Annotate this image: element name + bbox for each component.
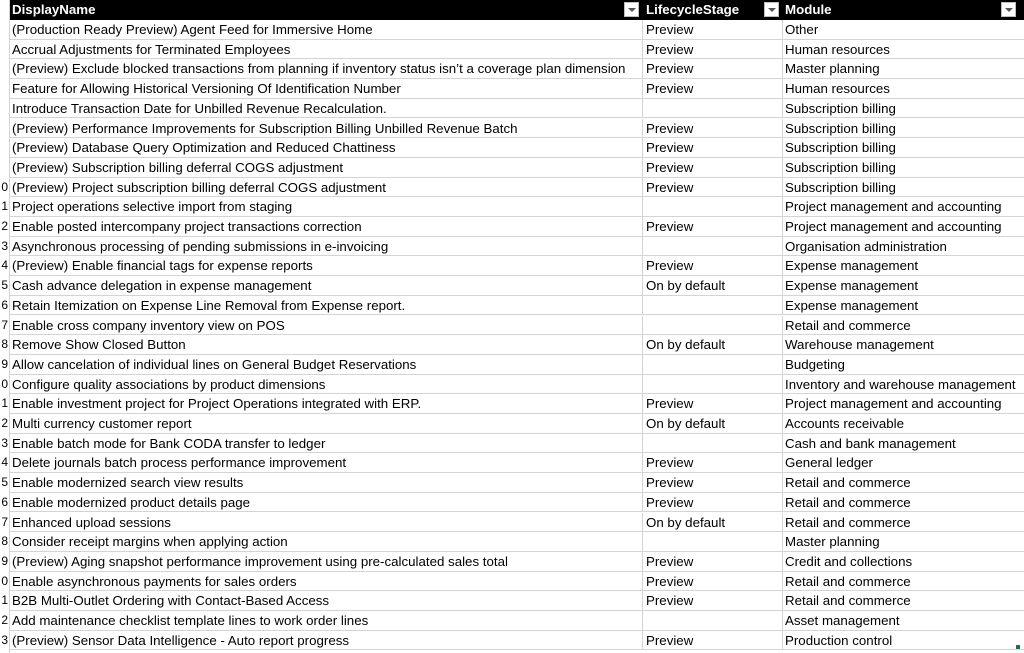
cell-displayname[interactable]: Delete journals batch process performance improvement	[10, 453, 643, 472]
cell-module[interactable]: Human resources	[783, 40, 1024, 59]
cell-displayname[interactable]: Enable batch mode for Bank CODA transfer to ledger	[10, 434, 643, 453]
cell-module[interactable]: General ledger	[783, 453, 1024, 472]
cell-module[interactable]: Master planning	[783, 532, 1024, 551]
cell-displayname[interactable]: Enable asynchronous payments for sales orders	[10, 572, 643, 591]
cell-module[interactable]: Production control	[783, 631, 1024, 650]
cell-lifecyclestage[interactable]: On by default	[643, 335, 783, 354]
cell-lifecyclestage[interactable]	[643, 611, 783, 630]
row-number[interactable]: 6	[1, 494, 8, 509]
row-number[interactable]: 3	[1, 435, 8, 450]
cell-displayname[interactable]: Consider receipt margins when applying action	[10, 532, 643, 551]
row-number[interactable]: 0	[1, 179, 8, 194]
cell-lifecyclestage[interactable]: Preview	[643, 217, 783, 236]
cell-displayname[interactable]: (Preview) Sensor Data Intelligence - Auto report progress	[10, 631, 643, 650]
cell-lifecyclestage[interactable]	[643, 375, 783, 394]
cell-module[interactable]: Expense management	[783, 256, 1024, 275]
row-number[interactable]: 1	[1, 199, 8, 214]
cell-lifecyclestage[interactable]: On by default	[643, 276, 783, 295]
cell-lifecyclestage[interactable]: Preview	[643, 79, 783, 98]
table-row[interactable]	[10, 138, 1024, 158]
cell-module[interactable]: Accounts receivable	[783, 414, 1024, 433]
table-row[interactable]	[1, 197, 1024, 217]
cell-displayname[interactable]: (Preview) Aging snapshot performance improvement using pre-calculated sales total	[10, 552, 643, 571]
cell-module[interactable]: Asset management	[783, 611, 1024, 630]
table-row[interactable]	[1, 375, 1024, 395]
header-lifecyclestage[interactable]: LifecycleStage	[646, 2, 740, 17]
row-number[interactable]: 5	[1, 278, 8, 293]
cell-lifecyclestage[interactable]	[643, 355, 783, 374]
cell-lifecyclestage[interactable]: Preview	[643, 138, 783, 157]
cell-module[interactable]: Master planning	[783, 59, 1024, 78]
table-row[interactable]	[1, 276, 1024, 296]
cell-lifecyclestage[interactable]	[643, 296, 783, 315]
cell-lifecyclestage[interactable]: Preview	[643, 591, 783, 610]
table-row[interactable]	[1, 296, 1024, 316]
cell-module[interactable]: Budgeting	[783, 355, 1024, 374]
cell-lifecyclestage[interactable]	[643, 316, 783, 335]
row-number[interactable]: 4	[1, 258, 8, 273]
cell-module[interactable]: Project management and accounting	[783, 197, 1024, 216]
cell-lifecyclestage[interactable]: Preview	[643, 453, 783, 472]
cell-displayname[interactable]: Retain Itemization on Expense Line Removal from Expense report.	[10, 296, 643, 315]
cell-displayname[interactable]: Introduce Transaction Date for Unbilled Revenue Recalculation.	[10, 99, 643, 118]
table-row[interactable]	[1, 217, 1024, 237]
table-row[interactable]	[1, 493, 1024, 513]
table-row[interactable]	[10, 158, 1024, 178]
cell-lifecyclestage[interactable]: Preview	[643, 256, 783, 275]
table-row[interactable]	[1, 256, 1024, 276]
row-number[interactable]: 6	[1, 297, 8, 312]
table-row[interactable]	[1, 532, 1024, 552]
table-row[interactable]	[1, 316, 1024, 336]
cell-displayname[interactable]: (Preview) Performance Improvements for Subscription Billing Unbilled Revenue Batch	[10, 119, 643, 138]
cell-lifecyclestage[interactable]	[643, 434, 783, 453]
filter-dropdown-icon[interactable]	[624, 2, 639, 17]
cell-lifecyclestage[interactable]	[643, 532, 783, 551]
cell-lifecyclestage[interactable]	[643, 197, 783, 216]
cell-module[interactable]: Subscription billing	[783, 178, 1024, 197]
table-row[interactable]	[1, 591, 1024, 611]
cell-displayname[interactable]: Allow cancelation of individual lines on General Budget Reservations	[10, 355, 643, 374]
cell-lifecyclestage[interactable]: Preview	[643, 119, 783, 138]
cell-lifecyclestage[interactable]: On by default	[643, 414, 783, 433]
cell-module[interactable]: Credit and collections	[783, 552, 1024, 571]
cell-module[interactable]: Retail and commerce	[783, 493, 1024, 512]
row-number[interactable]: 7	[1, 514, 8, 529]
cell-displayname[interactable]: Configure quality associations by product dimensions	[10, 375, 643, 394]
row-number[interactable]: 8	[1, 534, 8, 549]
table-row[interactable]	[1, 631, 1024, 651]
cell-displayname[interactable]: Feature for Allowing Historical Versioning Of Identification Number	[10, 79, 643, 98]
cell-module[interactable]: Cash and bank management	[783, 434, 1024, 453]
cell-displayname[interactable]: (Production Ready Preview) Agent Feed for Immersive Home	[10, 20, 643, 39]
row-number[interactable]: 8	[1, 337, 8, 352]
row-number[interactable]: 2	[1, 613, 8, 627]
row-number[interactable]: 1	[1, 396, 8, 411]
cell-displayname[interactable]: Add maintenance checklist template lines to work order lines	[10, 611, 643, 630]
cell-module[interactable]: Retail and commerce	[783, 591, 1024, 610]
cell-module[interactable]: Other	[783, 20, 1024, 39]
cell-displayname[interactable]: (Preview) Project subscription billing deferral COGS adjustment	[10, 178, 643, 197]
cell-displayname[interactable]: Asynchronous processing of pending submissions in e-invoicing	[10, 237, 643, 256]
cell-module[interactable]: Expense management	[783, 296, 1024, 315]
cell-module[interactable]: Subscription billing	[783, 138, 1024, 157]
table-row[interactable]	[1, 513, 1024, 533]
cell-displayname[interactable]: (Preview) Exclude blocked transactions from planning if inventory status isn’t a coverage plan dimension	[10, 59, 643, 78]
cell-displayname[interactable]: Accrual Adjustments for Terminated Employees	[10, 40, 643, 59]
cell-displayname[interactable]: Cash advance delegation in expense management	[10, 276, 643, 295]
row-number[interactable]: 0	[1, 376, 8, 391]
cell-lifecyclestage[interactable]: Preview	[643, 572, 783, 591]
filter-dropdown-icon[interactable]	[1001, 2, 1016, 17]
cell-lifecyclestage[interactable]: Preview	[643, 394, 783, 413]
row-number[interactable]: 9	[1, 356, 8, 371]
table-row[interactable]	[1, 414, 1024, 434]
table-row[interactable]	[1, 453, 1024, 473]
cell-lifecyclestage[interactable]: Preview	[643, 158, 783, 177]
cell-displayname[interactable]: Enable cross company inventory view on POS	[10, 316, 643, 335]
table-header-row	[10, 0, 1024, 20]
table-resize-handle[interactable]	[1016, 645, 1020, 649]
table-row[interactable]	[10, 99, 1024, 119]
cell-displayname[interactable]: Remove Show Closed Button	[10, 335, 643, 354]
cell-displayname[interactable]: Enable modernized product details page	[10, 493, 643, 512]
cell-displayname[interactable]: Enable modernized search view results	[10, 473, 643, 492]
cell-displayname[interactable]: B2B Multi-Outlet Ordering with Contact-Based Access	[10, 591, 643, 610]
table-row[interactable]	[1, 355, 1024, 375]
table-row[interactable]	[1, 434, 1024, 454]
row-number[interactable]: 3	[1, 238, 8, 253]
cell-module[interactable]: Human resources	[783, 79, 1024, 98]
cell-module[interactable]: Subscription billing	[783, 99, 1024, 118]
table-row[interactable]	[10, 79, 1024, 99]
cell-displayname[interactable]: (Preview) Database Query Optimization and Reduced Chattiness	[10, 138, 643, 157]
header-module[interactable]: Module	[785, 2, 832, 17]
table-row[interactable]	[1, 572, 1024, 592]
cell-lifecyclestage[interactable]	[643, 99, 783, 118]
row-number[interactable]: 4	[1, 455, 8, 470]
cell-lifecyclestage[interactable]: Preview	[643, 631, 783, 650]
cell-displayname[interactable]: Enable posted intercompany project transactions correction	[10, 217, 643, 236]
table-row[interactable]	[1, 552, 1024, 572]
cell-module[interactable]: Warehouse management	[783, 335, 1024, 354]
table-row[interactable]	[1, 611, 1024, 631]
cell-module[interactable]: Retail and commerce	[783, 473, 1024, 492]
table-row[interactable]	[10, 59, 1024, 79]
cell-module[interactable]: Organisation administration	[783, 237, 1024, 256]
cell-module[interactable]: Inventory and warehouse management	[783, 375, 1024, 394]
cell-lifecyclestage[interactable]: Preview	[643, 20, 783, 39]
cell-module[interactable]: Retail and commerce	[783, 572, 1024, 591]
cell-lifecyclestage[interactable]: Preview	[643, 178, 783, 197]
cell-lifecyclestage[interactable]: Preview	[643, 59, 783, 78]
cell-module[interactable]: Subscription billing	[783, 119, 1024, 138]
row-number[interactable]: 7	[1, 317, 8, 332]
cell-module[interactable]: Retail and commerce	[783, 316, 1024, 335]
cell-displayname[interactable]: Enhanced upload sessions	[10, 513, 643, 532]
cell-displayname[interactable]: Project operations selective import from staging	[10, 197, 643, 216]
row-number[interactable]: 3	[1, 632, 8, 647]
cell-module[interactable]: Expense management	[783, 276, 1024, 295]
cell-displayname[interactable]: Enable investment project for Project Operations integrated with ERP.	[10, 394, 643, 413]
row-number[interactable]: 0	[1, 573, 8, 588]
table-row[interactable]	[10, 20, 1024, 40]
row-number[interactable]: 9	[1, 553, 8, 568]
cell-displayname[interactable]: (Preview) Enable financial tags for expense reports	[10, 256, 643, 275]
cell-module[interactable]: Subscription billing	[783, 158, 1024, 177]
cell-lifecyclestage[interactable]: Preview	[643, 473, 783, 492]
cell-displayname[interactable]: (Preview) Subscription billing deferral COGS adjustment	[10, 158, 643, 177]
table-row[interactable]	[1, 394, 1024, 414]
table-row[interactable]	[10, 119, 1024, 139]
row-number[interactable]: 2	[1, 219, 8, 233]
cell-module[interactable]: Project management and accounting	[783, 394, 1024, 413]
row-number[interactable]: 1	[1, 593, 8, 608]
table-row[interactable]	[1, 237, 1024, 257]
header-displayname[interactable]: DisplayName	[12, 2, 96, 17]
cell-lifecyclestage[interactable]	[643, 237, 783, 256]
cell-lifecyclestage[interactable]: On by default	[643, 513, 783, 532]
cell-module[interactable]: Project management and accounting	[783, 217, 1024, 236]
cell-module[interactable]: Retail and commerce	[783, 513, 1024, 532]
cell-lifecyclestage[interactable]: Preview	[643, 552, 783, 571]
cell-lifecyclestage[interactable]: Preview	[643, 40, 783, 59]
cell-displayname[interactable]: Multi currency customer report	[10, 414, 643, 433]
table-row[interactable]	[10, 40, 1024, 60]
table-row[interactable]	[1, 335, 1024, 355]
table-row[interactable]	[1, 178, 1024, 198]
filter-dropdown-icon[interactable]	[764, 2, 779, 17]
cell-lifecyclestage[interactable]: Preview	[643, 493, 783, 512]
row-number[interactable]: 5	[1, 475, 8, 490]
table-row[interactable]	[1, 473, 1024, 493]
row-number[interactable]: 2	[1, 416, 8, 430]
